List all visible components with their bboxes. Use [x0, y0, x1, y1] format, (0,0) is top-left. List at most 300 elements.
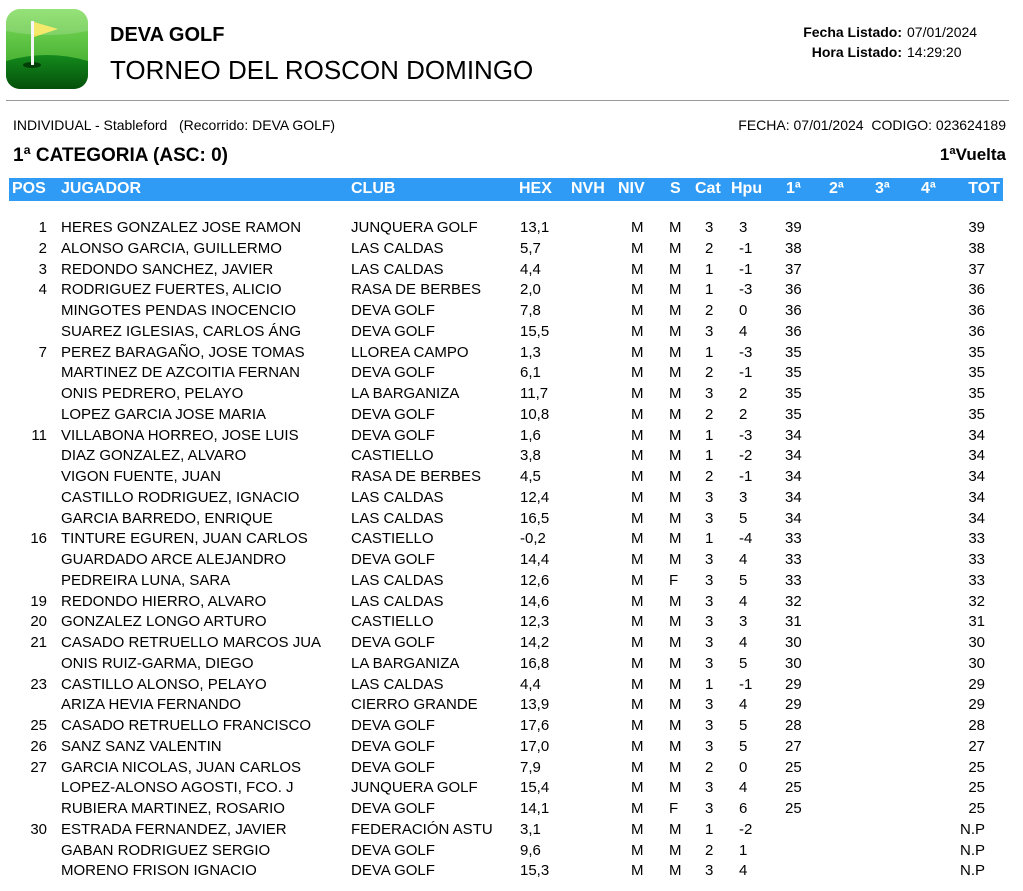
handicap-cell: 9,6 [520, 841, 541, 859]
handicap-cell: 16,5 [520, 509, 550, 527]
total-cell: 35 [968, 385, 985, 402]
level-cell: M [631, 426, 644, 444]
club-cell: LAS CALDAS [351, 571, 444, 589]
total-cell: 25 [968, 758, 985, 776]
player-name-cell: CASTILLO ALONSO, PELAYO [61, 675, 267, 693]
table-row [0, 550, 1023, 571]
round-1-cell: 33 [785, 571, 802, 589]
level-cell: M [631, 737, 644, 755]
round-1-cell: 25 [785, 779, 802, 797]
handicap-cell: 17,0 [520, 737, 550, 755]
level-cell: M [631, 343, 644, 361]
club-cell: LAS CALDAS [351, 509, 444, 527]
table-row [0, 239, 1023, 260]
round-1-cell: 36 [785, 281, 802, 299]
club-cell: LAS CALDAS [351, 675, 444, 693]
level-cell: M [631, 260, 644, 278]
player-name-cell: GARCIA NICOLAS, JUAN CARLOS [61, 758, 302, 776]
position-cell: 21 [30, 634, 47, 651]
player-name-cell: CASTILLO RODRIGUEZ, IGNACIO [61, 488, 300, 506]
player-name-cell: MORENO FRISON IGNACIO [61, 862, 257, 880]
category-cell: 1 [705, 820, 714, 838]
table-row [0, 509, 1023, 530]
player-name-cell: PEREZ BARAGAÑO, JOSE TOMAS [61, 343, 305, 361]
round-1-cell: 34 [785, 509, 802, 527]
level-cell: M [631, 696, 644, 714]
position-cell: 2 [38, 239, 47, 257]
playing-handicap-cell: -1 [739, 468, 753, 485]
level-cell: M [631, 675, 644, 693]
level-cell: M [631, 779, 644, 797]
handicap-cell: 16,8 [520, 654, 550, 672]
category-cell: 1 [705, 530, 714, 548]
club-cell: LA BARGANIZA [351, 654, 460, 672]
handicap-cell: 3,8 [520, 447, 541, 465]
sex-cell: M [669, 385, 682, 402]
table-row [0, 301, 1023, 322]
playing-handicap-cell: -3 [739, 343, 753, 361]
total-cell: 33 [968, 571, 985, 589]
category-cell: 3 [705, 571, 714, 589]
level-cell: M [631, 281, 644, 299]
club-cell: DEVA GOLF [351, 800, 435, 817]
sex-cell: M [669, 717, 682, 734]
round-1-cell: 36 [785, 322, 802, 340]
total-cell: 34 [968, 447, 985, 465]
level-cell: M [631, 364, 644, 382]
club-cell: DEVA GOLF [351, 364, 435, 382]
table-row [0, 488, 1023, 509]
category-cell: 2 [705, 239, 714, 257]
table-row [0, 280, 1023, 301]
sex-cell: M [669, 343, 682, 361]
level-cell: M [631, 634, 644, 651]
player-name-cell: CASADO RETRUELLO FRANCISCO [61, 717, 312, 734]
level-cell: M [631, 592, 644, 610]
time-value: 14:29:20 [907, 44, 962, 60]
level-cell: M [631, 800, 644, 817]
total-cell: 35 [968, 343, 985, 361]
results-table [0, 218, 1023, 882]
col-round-2: 2ª [829, 180, 844, 197]
round-title: 1ªVuelta [939, 145, 1006, 164]
player-name-cell: RODRIGUEZ FUERTES, ALICIO [61, 281, 282, 299]
time-label: Hora Listado: [811, 44, 902, 60]
total-cell: N.P [959, 820, 985, 838]
total-cell: 29 [968, 696, 985, 714]
round-1-cell: 33 [785, 530, 802, 548]
col-round-1: 1ª [786, 180, 801, 197]
playing-handicap-cell: 4 [739, 592, 748, 610]
sex-cell: M [669, 696, 682, 714]
round-1-cell: 25 [785, 758, 802, 776]
total-cell: 30 [968, 634, 985, 651]
level-cell: M [631, 488, 644, 506]
sex-cell: M [669, 675, 682, 693]
table-row [0, 322, 1023, 343]
sex-cell: M [669, 530, 682, 548]
level-cell: M [631, 219, 644, 236]
club-cell: FEDERACIÓN ASTU [351, 820, 493, 838]
playing-handicap-cell: 4 [739, 779, 748, 797]
handicap-cell: 12,6 [520, 571, 550, 589]
playing-handicap-cell: 5 [739, 737, 748, 755]
table-row [0, 778, 1023, 799]
table-row [0, 737, 1023, 758]
sex-cell: M [669, 862, 682, 880]
total-cell: 38 [968, 239, 985, 257]
total-cell: 36 [968, 281, 985, 299]
handicap-cell: 11,7 [520, 385, 549, 402]
total-cell: 29 [968, 675, 985, 693]
level-cell: M [631, 405, 644, 423]
total-cell: 25 [968, 779, 985, 797]
club-cell: RASA DE BERBES [351, 468, 482, 485]
table-row [0, 467, 1023, 488]
category-cell: 3 [705, 737, 714, 755]
round-1-cell: 27 [785, 737, 802, 755]
level-cell: M [631, 447, 644, 465]
player-name-cell: MINGOTES PENDAS INOCENCIO [61, 302, 297, 319]
handicap-cell: 4,4 [520, 260, 541, 278]
sex-cell: M [669, 654, 682, 672]
club-cell: CASTIELLO [351, 447, 434, 465]
level-cell: M [631, 862, 644, 880]
position-cell: 19 [30, 592, 47, 610]
round-1-cell: 30 [785, 634, 802, 651]
player-name-cell: DIAZ GONZALEZ, ALVARO [61, 447, 247, 465]
club-cell: DEVA GOLF [351, 737, 435, 755]
position-cell: 26 [30, 737, 47, 755]
total-cell: N.P [959, 841, 985, 859]
round-1-cell: 38 [785, 239, 802, 257]
player-name-cell: REDONDO SANCHEZ, JAVIER [61, 260, 274, 278]
handicap-cell: 12,4 [520, 488, 550, 506]
round-1-cell: 37 [785, 260, 802, 278]
table-row [0, 799, 1023, 820]
position-cell: 23 [30, 675, 47, 693]
category-cell: 3 [705, 800, 714, 817]
table-row [0, 384, 1023, 405]
club-cell: RASA DE BERBES [351, 281, 482, 299]
round-1-cell: 39 [785, 219, 802, 236]
player-name-cell: VIGON FUENTE, JUAN [61, 468, 222, 485]
total-cell: 25 [968, 800, 985, 817]
playing-handicap-cell: 5 [739, 717, 748, 734]
round-1-cell: 34 [785, 447, 802, 465]
club-cell: DEVA GOLF [351, 717, 435, 734]
category-cell: 3 [705, 779, 714, 797]
category-cell: 3 [705, 219, 714, 236]
player-name-cell: GABAN RODRIGUEZ SERGIO [61, 841, 271, 859]
playing-handicap-cell: 4 [739, 862, 748, 880]
sex-cell: M [669, 509, 682, 527]
level-cell: M [631, 302, 644, 319]
club-cell: DEVA GOLF [351, 634, 435, 651]
handicap-cell: 4,5 [520, 468, 541, 485]
sex-cell: M [669, 302, 682, 319]
handicap-cell: 4,4 [520, 675, 541, 693]
col-pos: POS [12, 180, 46, 197]
total-cell: 37 [968, 260, 985, 278]
level-cell: M [631, 717, 644, 734]
playing-handicap-cell: 5 [739, 571, 748, 589]
table-row [0, 633, 1023, 654]
sex-cell: M [669, 592, 682, 610]
round-1-cell: 34 [785, 488, 802, 506]
round-1-cell: 33 [785, 551, 802, 568]
total-cell: 34 [968, 468, 985, 485]
player-name-cell: GUARDADO ARCE ALEJANDRO [61, 551, 287, 568]
table-row [0, 446, 1023, 467]
col-club: CLUB [351, 180, 396, 197]
category-cell: 1 [705, 343, 714, 361]
handicap-cell: -0,2 [520, 530, 546, 548]
total-cell: 32 [968, 592, 985, 610]
playing-handicap-cell: -2 [739, 820, 753, 838]
playing-handicap-cell: 4 [739, 322, 748, 340]
sex-cell: M [669, 426, 682, 444]
playing-handicap-cell: 3 [739, 488, 748, 506]
handicap-cell: 3,1 [520, 820, 541, 838]
category-cell: 3 [705, 592, 714, 610]
sex-cell: M [669, 219, 682, 236]
table-row [0, 841, 1023, 862]
sex-cell: M [669, 634, 682, 651]
playing-handicap-cell: 4 [739, 551, 748, 568]
sex-cell: M [669, 322, 682, 340]
player-name-cell: LOPEZ-ALONSO AGOSTI, FCO. J [61, 779, 294, 797]
playing-handicap-cell: 4 [739, 696, 748, 714]
total-cell: 36 [968, 322, 985, 340]
sex-cell: M [669, 364, 682, 382]
handicap-cell: 13,9 [520, 696, 550, 714]
playing-handicap-cell: 1 [739, 841, 748, 859]
total-cell: 28 [968, 717, 985, 734]
handicap-cell: 13,1 [520, 219, 550, 236]
club-cell: CASTIELLO [351, 613, 434, 631]
level-cell: M [631, 571, 644, 589]
level-cell: M [631, 322, 644, 340]
player-name-cell: CASADO RETRUELLO MARCOS JUA [61, 634, 322, 651]
col-total: TOT [968, 180, 1000, 197]
player-name-cell: ARIZA HEVIA FERNANDO [61, 696, 242, 714]
player-name-cell: HERES GONZALEZ JOSE RAMON [61, 219, 302, 236]
round-1-cell: 35 [785, 364, 802, 382]
round-1-cell: 32 [785, 592, 802, 610]
playing-handicap-cell: 3 [739, 219, 748, 236]
category-cell: 3 [705, 634, 714, 651]
level-cell: M [631, 820, 644, 838]
category-cell: 3 [705, 488, 714, 506]
round-1-cell: 29 [785, 675, 802, 693]
club-cell: LA BARGANIZA [351, 385, 460, 402]
competition-date-code: FECHA: 07/01/2024 CODIGO: 023624189 [738, 117, 1006, 133]
round-1-cell: 35 [785, 405, 802, 423]
position-cell: 1 [38, 219, 47, 236]
handicap-cell: 15,3 [520, 862, 550, 880]
player-name-cell: ONIS PEDRERO, PELAYO [61, 385, 244, 402]
sex-cell: M [669, 820, 682, 838]
sex-cell: M [669, 405, 682, 423]
col-hex: HEX [519, 180, 552, 197]
level-cell: M [631, 654, 644, 672]
total-cell: 34 [968, 509, 985, 527]
player-name-cell: ONIS RUIZ-GARMA, DIEGO [61, 654, 254, 672]
total-cell: 34 [968, 426, 985, 444]
col-s: S [670, 180, 681, 197]
total-cell: 33 [968, 551, 985, 568]
table-row [0, 529, 1023, 550]
sex-cell: M [669, 737, 682, 755]
playing-handicap-cell: -4 [739, 530, 753, 548]
level-cell: M [631, 468, 644, 485]
col-niv: NIV [618, 180, 645, 197]
player-name-cell: SANZ SANZ VALENTIN [61, 737, 222, 755]
handicap-cell: 15,4 [520, 779, 550, 797]
club-cell: JUNQUERA GOLF [351, 219, 478, 236]
player-name-cell: ESTRADA FERNANDEZ, JAVIER [61, 820, 287, 838]
level-cell: M [631, 530, 644, 548]
col-cat: Cat [695, 180, 721, 197]
club-cell: LAS CALDAS [351, 260, 444, 278]
club-cell: DEVA GOLF [351, 426, 435, 444]
club-cell: CASTIELLO [351, 530, 434, 548]
round-1-cell: 28 [785, 717, 802, 734]
round-1-cell: 35 [785, 343, 802, 361]
handicap-cell: 7,9 [520, 758, 541, 776]
category-cell: 3 [705, 551, 714, 568]
club-cell: DEVA GOLF [351, 862, 435, 880]
playing-handicap-cell: 5 [739, 509, 748, 527]
total-cell: 31 [968, 613, 985, 631]
table-row [0, 654, 1023, 675]
club-cell: LAS CALDAS [351, 488, 444, 506]
playing-handicap-cell: -2 [739, 447, 753, 465]
table-row [0, 343, 1023, 364]
category-cell: 3 [705, 862, 714, 880]
club-cell: CIERRO GRANDE [351, 696, 478, 714]
handicap-cell: 12,3 [520, 613, 550, 631]
category-cell: 3 [705, 322, 714, 340]
sex-cell: M [669, 260, 682, 278]
date-value: 07/01/2024 [907, 24, 978, 40]
category-cell: 3 [705, 613, 714, 631]
playing-handicap-cell: 3 [739, 613, 748, 631]
player-name-cell: SUAREZ IGLESIAS, CARLOS ÁNG [61, 322, 302, 340]
club-cell: DEVA GOLF [351, 302, 435, 319]
date-label: Fecha Listado: [803, 24, 902, 40]
table-row [0, 820, 1023, 841]
table-row [0, 405, 1023, 426]
total-cell: 33 [968, 530, 985, 548]
col-round-4: 4ª [921, 180, 936, 197]
playing-handicap-cell: -1 [739, 364, 753, 382]
club-cell: DEVA GOLF [351, 758, 435, 776]
table-row [0, 716, 1023, 737]
table-row [0, 861, 1023, 882]
round-1-cell: 29 [785, 696, 802, 714]
total-cell: 34 [968, 488, 985, 506]
sex-cell: M [669, 447, 682, 465]
position-cell: 4 [38, 281, 47, 299]
total-cell: 35 [968, 364, 985, 382]
playing-handicap-cell: 2 [739, 385, 748, 402]
level-cell: M [631, 509, 644, 527]
category-cell: 2 [705, 758, 714, 776]
table-row [0, 571, 1023, 592]
handicap-cell: 1,3 [520, 343, 541, 361]
handicap-cell: 7,8 [520, 302, 541, 319]
table-row [0, 218, 1023, 239]
playing-handicap-cell: -1 [739, 675, 753, 693]
round-1-cell: 34 [785, 468, 802, 485]
table-row [0, 363, 1023, 384]
player-name-cell: ALONSO GARCIA, GUILLERMO [61, 239, 282, 257]
playing-handicap-cell: -1 [739, 260, 753, 278]
total-cell: 36 [968, 302, 985, 319]
position-cell: 25 [30, 717, 47, 734]
playing-handicap-cell: 2 [739, 405, 748, 423]
sex-cell: M [669, 841, 682, 859]
listing-meta [0, 24, 1023, 64]
level-cell: M [631, 841, 644, 859]
category-title: 1ª CATEGORIA (ASC: 0) [13, 145, 228, 166]
player-name-cell: REDONDO HIERRO, ALVARO [61, 592, 267, 610]
category-cell: 2 [705, 405, 714, 423]
club-cell: DEVA GOLF [351, 405, 435, 423]
club-cell: DEVA GOLF [351, 841, 435, 859]
playing-handicap-cell: 0 [739, 302, 748, 319]
handicap-cell: 17,6 [520, 717, 550, 734]
playing-handicap-cell: 0 [739, 758, 748, 776]
handicap-cell: 14,1 [520, 800, 550, 817]
position-cell: 16 [30, 530, 47, 548]
club-cell: LAS CALDAS [351, 592, 444, 610]
round-1-cell: 30 [785, 654, 802, 672]
position-cell: 30 [30, 820, 47, 838]
round-1-cell: 34 [785, 426, 802, 444]
category-cell: 3 [705, 385, 714, 402]
position-cell: 11 [31, 426, 47, 444]
club-cell: DEVA GOLF [351, 551, 435, 568]
sex-cell: F [669, 571, 679, 589]
club-cell: JUNQUERA GOLF [351, 779, 478, 797]
total-cell: 39 [968, 219, 985, 236]
level-cell: M [631, 239, 644, 257]
sex-cell: M [669, 488, 682, 506]
category-cell: 2 [705, 364, 714, 382]
playing-handicap-cell: 6 [739, 800, 748, 817]
col-nvh: NVH [571, 180, 605, 197]
col-hpu: Hpu [731, 180, 763, 197]
col-round-3: 3ª [875, 180, 890, 197]
level-cell: M [631, 758, 644, 776]
category-cell: 1 [705, 675, 714, 693]
handicap-cell: 14,4 [520, 551, 550, 568]
player-name-cell: VILLABONA HORREO, JOSE LUIS [61, 426, 299, 444]
playing-handicap-cell: 5 [739, 654, 748, 672]
total-cell: 27 [968, 737, 985, 755]
club-cell: LAS CALDAS [351, 239, 444, 257]
handicap-cell: 14,6 [520, 592, 550, 610]
playing-handicap-cell: 4 [739, 634, 748, 651]
round-1-cell: 36 [785, 302, 802, 319]
table-row [0, 758, 1023, 779]
category-cell: 2 [705, 302, 714, 319]
total-cell: N.P [959, 862, 985, 880]
sex-cell: M [669, 239, 682, 257]
